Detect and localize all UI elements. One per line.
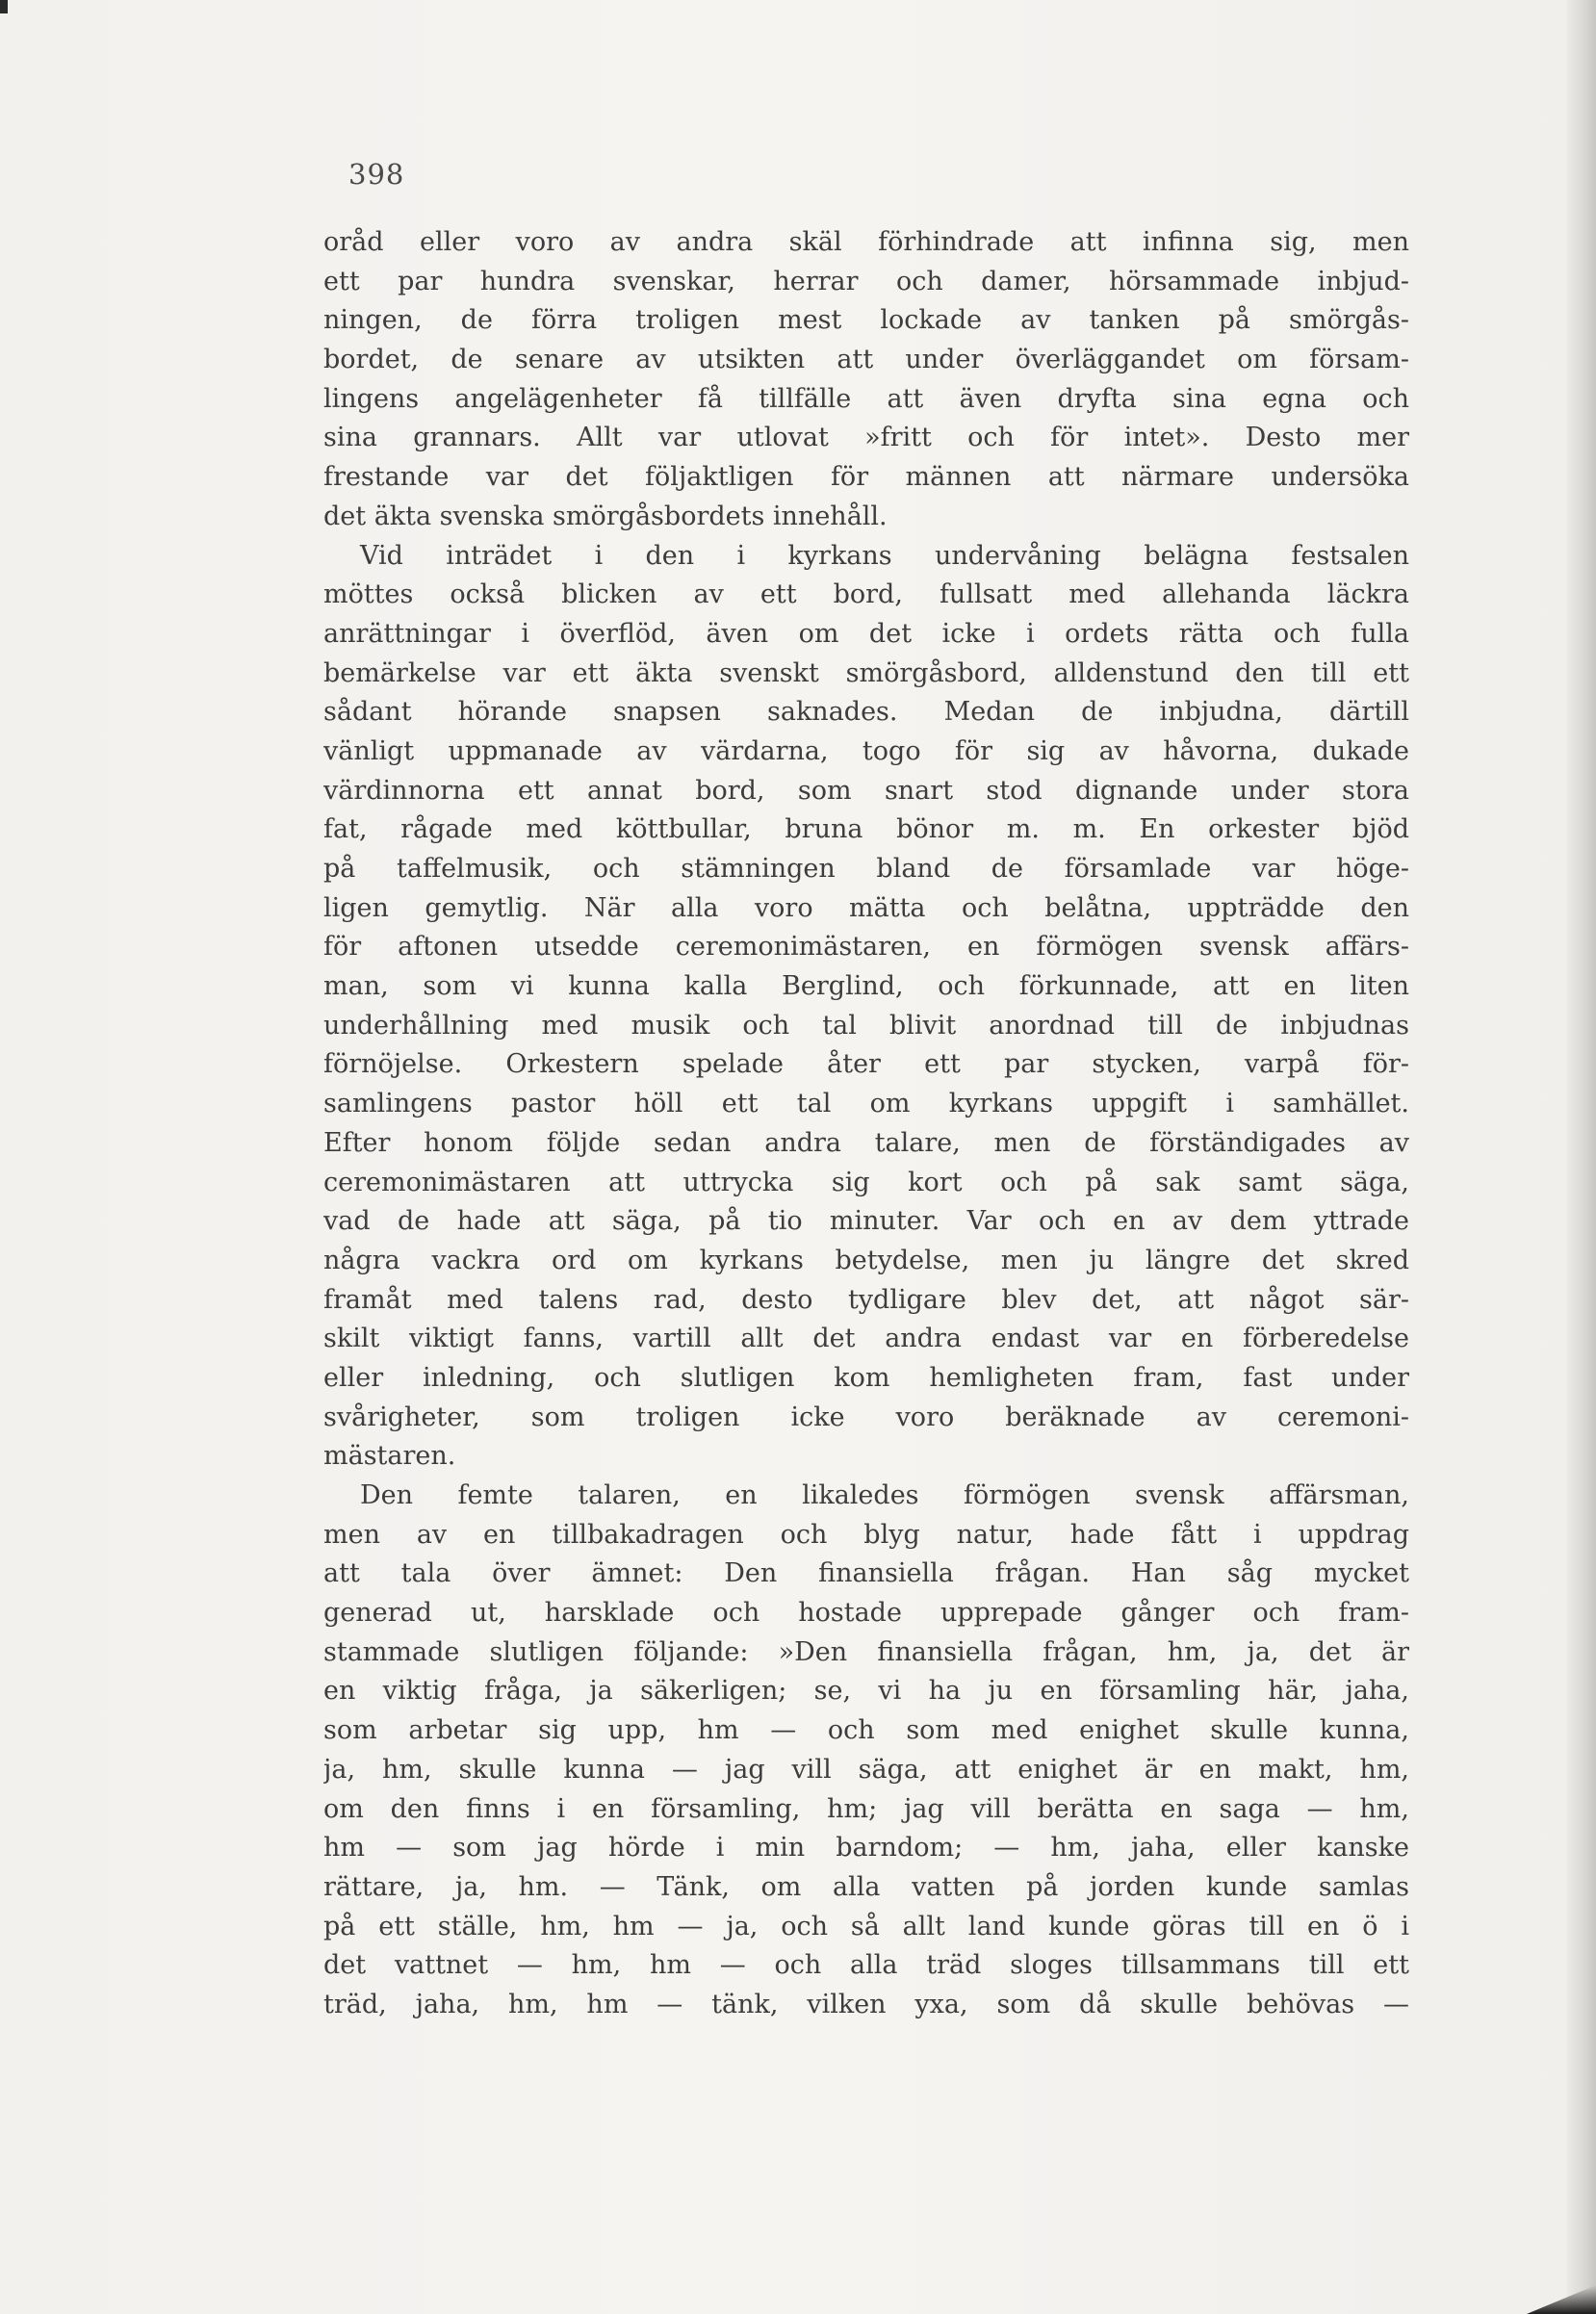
text-line: några vackra ord om kyrkans betydelse, men ju längre det skred [323,1245,1409,1275]
text-line: en viktig fråga, ja säkerligen; se, vi ha ju en församling här, jaha, [323,1676,1409,1707]
text-line: ligen gemytlig. När alla voro mätta och belåtna, uppträdde den [323,892,1409,923]
text-line: Vid inträdet i den i kyrkans undervåning belägna festsalen [360,540,1409,571]
text-line: vad de hade att säga, på tio minuter. Var och en av dem yttrade [323,1206,1409,1237]
text-line: ceremonimästaren att uttrycka sig kort och på sak samt säga, [323,1167,1409,1197]
text-line: som arbetar sig upp, hm — och som med enighet skulle kunna, [323,1715,1409,1746]
body-text [323,223,1409,2025]
text-line: lingens angelägenheter få tillfälle att även dryfta sina egna och [323,383,1409,414]
text-line: sådant hörande snapsen saknades. Medan de inbjudna, därtill [323,697,1409,728]
text-line: mästaren. [323,1441,456,1472]
page-number: 398 [348,158,405,191]
text-line: rättare, ja, hm. — Tänk, om alla vatten på jorden kunde samlas [323,1871,1409,1902]
text-line: bordet, de senare av utsikten att under överläggandet om försam- [323,345,1409,375]
text-line: eller inledning, och slutligen kom hemligheten fram, fast under [323,1362,1409,1393]
text-line: förnöjelse. Orkestern spelade åter ett par stycken, varpå för- [323,1049,1409,1080]
scan-edge-mark [0,0,8,13]
text-line: stammade slutligen följande: »Den finansiella frågan, hm, ja, det är [323,1636,1409,1667]
text-line: underhållning med musik och tal blivit anordnad till de inbjudnas [323,1010,1409,1041]
text-line: samlingens pastor höll ett tal om kyrkans uppgift i samhället. [323,1089,1409,1119]
text-line: Efter honom följde sedan andra talare, men de förständigades av [323,1127,1409,1158]
text-line: framåt med talens rad, desto tydligare blev det, att något sär- [323,1284,1409,1315]
text-line: för aftonen utsedde ceremonimästaren, en förmögen svensk affärs- [323,932,1409,963]
text-line: oråd eller voro av andra skäl förhindrade att infinna sig, men [323,227,1409,257]
text-line: ett par hundra svenskar, herrar och damer, hörsammade inbjud- [323,266,1409,296]
text-line: att tala över ämnet: Den finansiella frågan. Han såg mycket [323,1558,1409,1589]
text-line: ningen, de förra troligen mest lockade av tanken på smörgås- [323,305,1409,336]
text-line: frestande var det följaktligen för männen att närmare undersöka [323,462,1409,493]
text-line: bemärkelse var ett äkta svenskt smörgåsbord, alldenstund den till ett [323,657,1409,688]
text-line: det vattnet — hm, hm — och alla träd sloges tillsammans till ett [323,1950,1409,1981]
text-line: på taffelmusik, och stämningen bland de församlade var höge- [323,854,1409,884]
text-line: fat, rågade med köttbullar, bruna bönor m. m. En orkester bjöd [323,814,1409,845]
text-line: om den finns i en församling, hm; jag vill berätta en saga — hm, [323,1793,1409,1824]
text-line: hm — som jag hörde i min barndom; — hm, jaha, eller kanske [323,1833,1409,1864]
text-line: generad ut, harsklade och hostade upprepade gånger och fram- [323,1598,1409,1629]
text-line: ja, hm, skulle kunna — jag vill säga, att enighet är en makt, hm, [323,1754,1409,1785]
text-line: svårigheter, som troligen icke voro beräknade av ceremoni- [323,1401,1409,1432]
text-line: träd, jaha, hm, hm — tänk, vilken yxa, som då skulle behövas — [323,1989,1409,2019]
text-line: man, som vi kunna kalla Berglind, och förkunnade, att en liten [323,971,1409,1002]
text-line: på ett ställe, hm, hm — ja, och så allt land kunde göras till en ö i [323,1911,1409,1941]
text-line: skilt viktigt fanns, vartill allt det andra endast var en förberedelse [323,1324,1409,1354]
page-gutter-shadow [1567,0,1596,2314]
text-line: Den femte talaren, en likaledes förmögen svensk affärsman, [360,1480,1409,1510]
text-line: men av en tillbakadragen och blyg natur, hade fått i uppdrag [323,1519,1409,1550]
text-line: möttes också blicken av ett bord, fullsatt med allehanda läckra [323,579,1409,610]
text-line: vänligt uppmanade av värdarna, togo för sig av håvorna, dukade [323,735,1409,766]
text-line: anrättningar i överflöd, även om det icke i ordets rätta och fulla [323,618,1409,649]
text-line: värdinnorna ett annat bord, som snart stod dignande under stora [323,775,1409,806]
text-line: det äkta svenska smörgåsbordets innehåll. [323,501,888,531]
text-line: sina grannars. Allt var utlovat »fritt och för intet». Desto mer [323,423,1409,453]
